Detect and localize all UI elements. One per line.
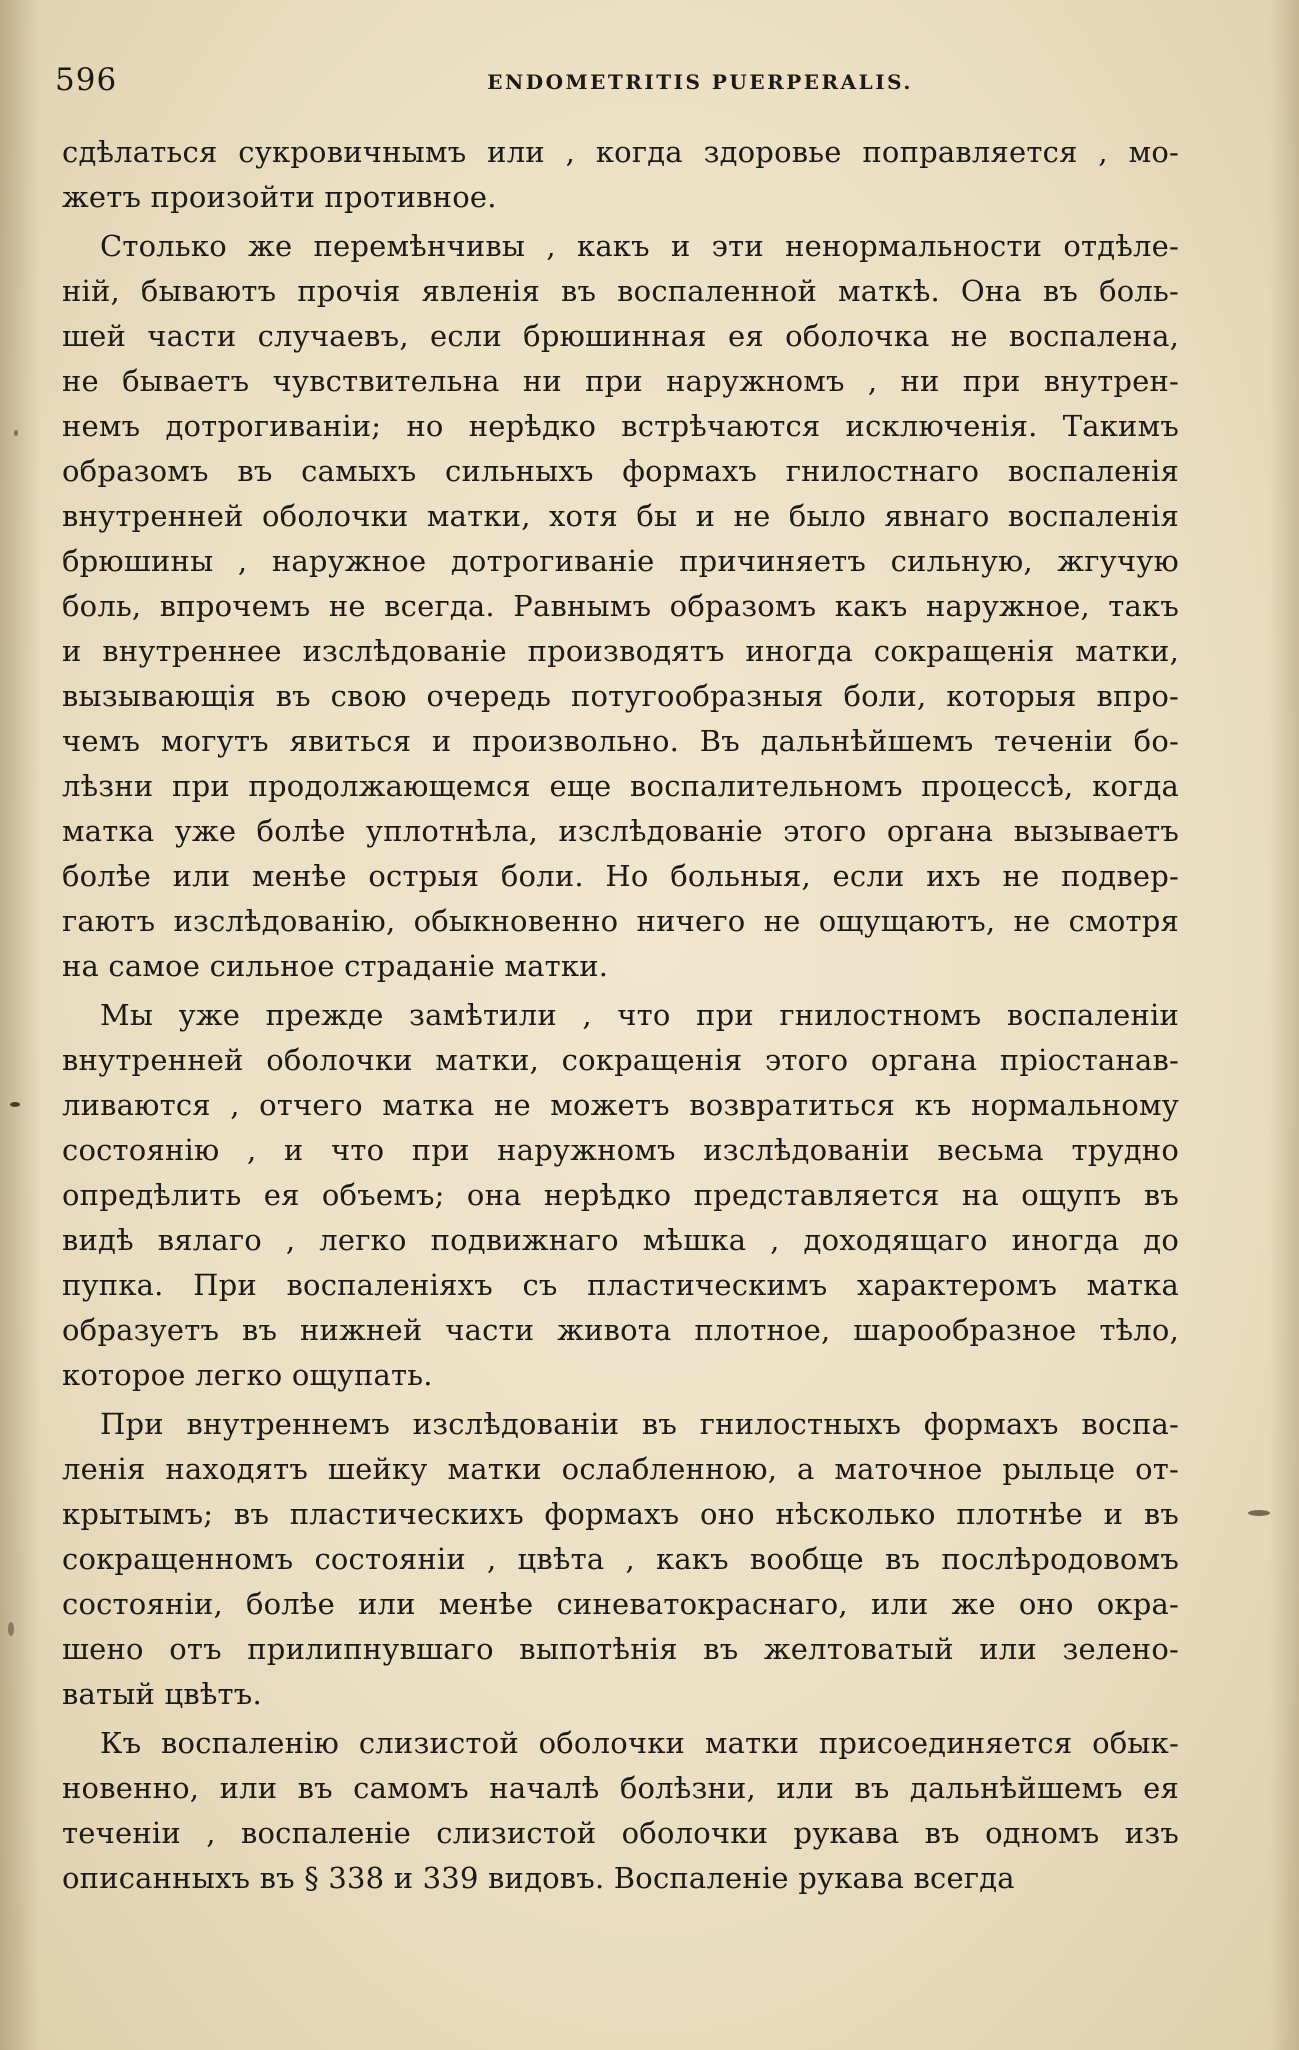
ink-speck: [1248, 1510, 1270, 1516]
paragraph: [62, 1402, 1179, 1717]
text-line: крытымъ; въ пластическихъ формахъ оно нѣсколько плотнѣе и въ: [62, 1497, 1179, 1531]
text-line: состоянiю , и что при наружномъ изслѣдованiи весьма трудно: [62, 1133, 1179, 1167]
text-line: видѣ вялаго , легко подвижнаго мѣшка , доходящаго иногда до: [62, 1223, 1179, 1257]
text-line: сдѣлаться сукровичнымъ или , когда здоровье поправляется , мо-: [62, 135, 1179, 169]
ink-speck: [14, 430, 18, 436]
text-line: состоянiи, болѣе или менѣе синеватокраснаго, или же оно окра-: [62, 1587, 1179, 1621]
text-line: болѣе или менѣе острыя боли. Но больныя, если ихъ не подвер-: [62, 859, 1179, 893]
text-line: описанныхъ въ § 338 и 339 видовъ. Воспаленiе рукава всегда: [62, 1861, 1015, 1895]
text-line: лѣзни при продолжающемся еще воспалительномъ процессѣ, когда: [62, 769, 1179, 803]
text-line: немъ дотрогиванiи; но нерѣдко встрѣчаются исключенiя. Такимъ: [62, 409, 1179, 443]
text-line: нiй, бываютъ прочiя явленiя въ воспаленной маткѣ. Она въ боль-: [62, 274, 1179, 308]
text-line: внутренней оболочки матки, хотя бы и не было явнаго воспаленiя: [62, 499, 1179, 533]
text-line: образомъ въ самыхъ сильныхъ формахъ гнилостнаго воспаленiя: [62, 454, 1179, 488]
text-line: и внутреннее изслѣдованiе производятъ иногда сокращенiя матки,: [62, 634, 1179, 668]
text-line: образуетъ въ нижней части живота плотное, шарообразное тѣло,: [62, 1313, 1179, 1347]
paragraph: [62, 130, 1179, 220]
text-line: жетъ произойти противное.: [62, 180, 497, 214]
ink-speck: [10, 1102, 20, 1107]
text-line: ватый цвѣтъ.: [62, 1677, 262, 1711]
text-line: сокращенномъ состоянiи , цвѣта , какъ вообще въ послѣродовомъ: [62, 1542, 1179, 1576]
running-title: ENDOMETRITIS PUERPERALIS.: [487, 70, 913, 94]
page-edge-shadow-right: [1269, 0, 1299, 2050]
text-line: теченiи , воспаленiе слизистой оболочки рукава въ одномъ изъ: [62, 1816, 1179, 1850]
text-line: вызывающiя въ свою очередь потугообразныя боли, которыя впро-: [62, 679, 1179, 713]
text-line: боль, впрочемъ не всегда. Равнымъ образомъ какъ наружное, такъ: [62, 589, 1179, 623]
text-line: Мы уже прежде замѣтили , что при гнилостномъ воспаленiи: [100, 998, 1179, 1032]
text-line: ливаются , отчего матка не можетъ возвратиться къ нормальному: [62, 1088, 1179, 1122]
text-line: ленiя находятъ шейку матки ослабленною, а маточное рыльце от-: [62, 1452, 1179, 1486]
running-head: [55, 62, 1185, 102]
ink-speck: [8, 1622, 14, 1636]
text-line: пупка. При воспаленiяхъ съ пластическимъ характеромъ матка: [62, 1268, 1179, 1302]
page-number: 596: [55, 62, 118, 98]
text-line: При внутреннемъ изслѣдованiи въ гнилостныхъ формахъ воспа-: [100, 1407, 1179, 1441]
paragraph: [62, 993, 1179, 1398]
text-line: внутренней оболочки матки, сокращенiя этого органа прiостанав-: [62, 1043, 1179, 1077]
paragraph: [62, 224, 1179, 989]
text-line: опредѣлить ея объемъ; она нерѣдко представляется на ощупъ въ: [62, 1178, 1179, 1212]
text-line: чемъ могутъ явиться и произвольно. Въ дальнѣйшемъ теченiи бо-: [62, 724, 1179, 758]
text-line: которое легко ощупать.: [62, 1358, 433, 1392]
text-body: [62, 130, 1179, 1901]
text-line: матка уже болѣе уплотнѣла, изслѣдованiе этого органа вызываетъ: [62, 814, 1179, 848]
text-line: на самое сильное страданiе матки.: [62, 949, 609, 983]
text-line: Столько же перемѣнчивы , какъ и эти ненормальности отдѣле-: [100, 229, 1179, 263]
text-line: шей части случаевъ, если брюшинная ея оболочка не воспалена,: [62, 319, 1179, 353]
text-line: новенно, или въ самомъ началѣ болѣзни, или въ дальнѣйшемъ ея: [62, 1771, 1179, 1805]
text-line: шено отъ прилипнувшаго выпотѣнiя въ желтоватый или зелено-: [62, 1632, 1179, 1666]
text-line: гаютъ изслѣдованiю, обыкновенно ничего не ощущаютъ, не смотря: [62, 904, 1179, 938]
text-line: брюшины , наружное дотрогиванiе причиняетъ сильную, жгучую: [62, 544, 1179, 578]
paragraph: [62, 1721, 1179, 1901]
text-line: не бываетъ чувствительна ни при наружномъ , ни при внутрен-: [62, 364, 1179, 398]
text-line: Къ воспаленiю слизистой оболочки матки присоединяется обык-: [100, 1726, 1179, 1760]
page-edge-shadow-left: [0, 0, 40, 2050]
